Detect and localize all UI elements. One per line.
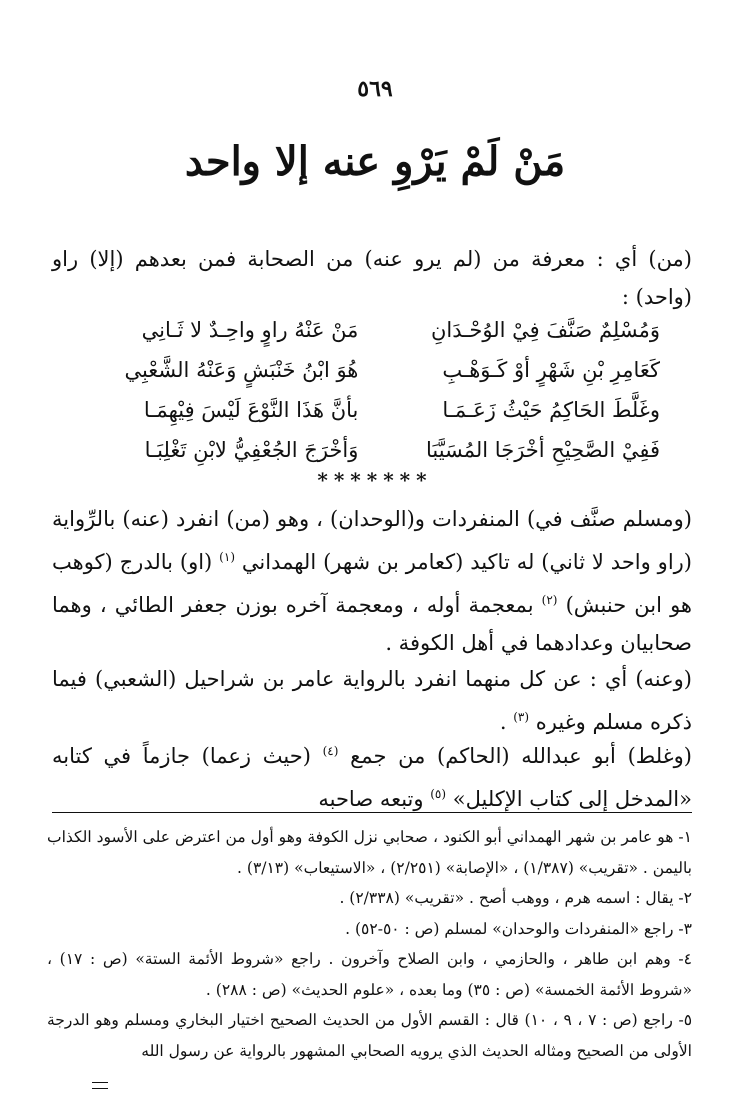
commentary-text: (حيث زعما) جازماً في كتابه «المدخل إلى كتاب الإكليل» xyxy=(52,744,692,811)
section-separator: ******* xyxy=(317,468,433,492)
commentary-text: (وغلط) أبو عبدالله (الحاكم) من جمع xyxy=(350,744,692,768)
verse-second-hemistich: بأنَّ هَذَا النَّوْعَ لَيْسَ فِيْهِمَـا xyxy=(143,398,359,422)
commentary-text: (او) بالدرج (كوهب هو ابن حنبش) xyxy=(52,550,692,617)
verse-second-hemistich: مَنْ عَنْهُ راوٍ واحِـدٌ لا ثَـانِي xyxy=(141,318,359,342)
continuation-mark xyxy=(92,1082,108,1089)
footnote-divider xyxy=(52,812,692,813)
commentary-text: (وعنه) أي : عن كل منهما انفرد بالرواية عامر بن شراحيل (الشعبي) فيما ذكره مسلم وغيره xyxy=(52,667,692,734)
footnote-ref: (٢) xyxy=(541,593,558,607)
commentary-text: بمعجمة أوله ، ومعجمة آخره بوزن جعفر الطائي ، وهما صحابيان وعدادهما في أهل الكوفة . xyxy=(52,593,692,655)
footnote-ref: (٣) xyxy=(513,710,530,724)
intro-paragraph xyxy=(52,240,692,316)
verse-second-hemistich: وَأخْرَجَ الجُعْفِيُّ لابْنِ تَغْلِبَـا xyxy=(144,438,359,462)
footnote: ٥- راجع (ص : ٧ ، ٩ ، ١٠) قال : القسم الأول من الحديث الصحيح اختيار البخاري ومسلم وهو الدرجة الأولى من الصحيح ومثاله الحديث الذي يرويه الصحابي المشهور بالرواية عن رسول الله xyxy=(47,1011,693,1060)
verse-first-hemistich: كَعَامِرِ بْنِ شَهْرٍ أوْ كَـوَهْـبِ xyxy=(442,358,660,382)
commentary-paragraph-1 xyxy=(52,500,692,662)
intro-text: (من) أي : معرفة من (لم يرو عنه) من الصحابة فمن بعدهم (إلا) راو (واحد) : xyxy=(52,247,692,309)
verse-first-hemistich: فَفِيْ الصَّحِيْحِ أخْرَجَا المُسَيَّبَا xyxy=(425,438,660,462)
commentary-text: . xyxy=(499,710,507,734)
verse-line xyxy=(80,310,660,350)
verse-first-hemistich: وغَلَّطَ الحَاكِمُ حَيْثُ زَعَـمَـا xyxy=(442,398,660,422)
page-number: ٥٦٩ xyxy=(357,76,393,102)
verse-line xyxy=(80,390,660,430)
verse-line xyxy=(80,430,660,470)
chapter-title: مَنْ لَمْ يَرْوِ عنه إلا واحد xyxy=(184,138,566,185)
footnotes xyxy=(47,822,692,1066)
footnote: ٣- راجع «المنفردات والوحدان» لمسلم (ص : ٥٠-٥٢) . xyxy=(345,919,692,938)
commentary-paragraph-3 xyxy=(52,732,692,818)
commentary-text: (ومسلم صنَّف في) المنفردات و(الوحدان) ، وهو (من) انفرد (عنه) بالرِّواية (راو واحد لا ثاني) له تاكيد (كعامر بن شهر) الهمداني xyxy=(52,507,692,574)
footnote-ref: (٥) xyxy=(430,787,447,801)
verse-first-hemistich: وَمُسْلِمٌ صَنَّفَ فِيْ الوُحْـدَانِ xyxy=(430,318,660,342)
commentary-paragraph-2 xyxy=(52,660,692,741)
footnote: ٢- يقال : اسمه هرم ، ووهب أصح . «تقريب» (٢/٣٣٨) . xyxy=(339,889,692,907)
footnote: ١- هو عامر بن شهر الهمداني أبو الكنود ، صحابي نزل الكوفة وهو أول من اعترض على الأسود الكذاب باليمن . «تقريب» (١/٣٨٧) ، «الإصابة» (٢/٢٥١) ، «الاستيعاب» (٣/١٣) . xyxy=(47,828,692,877)
poem-verses xyxy=(80,310,660,470)
verse-second-hemistich: هُوَ ابْنُ خَنْبَشٍ وَعَنْهُ الشَّعْبِي xyxy=(124,358,359,382)
footnote-ref: (١) xyxy=(219,550,235,564)
verse-line xyxy=(80,350,660,390)
footnote: ٤- وهم ابن طاهر ، والحازمي ، وابن الصلاح وآخرون . راجع «شروط الأئمة الستة» (ص : ١٧) ، «شروط الأئمة الخمسة» (ص : ٣٥) وما بعده ، «علوم الحديث» (ص : ٢٨٨) . xyxy=(47,950,692,999)
footnote-ref: (٤) xyxy=(322,744,339,758)
commentary-text: وتبعه صاحبه xyxy=(318,787,424,811)
